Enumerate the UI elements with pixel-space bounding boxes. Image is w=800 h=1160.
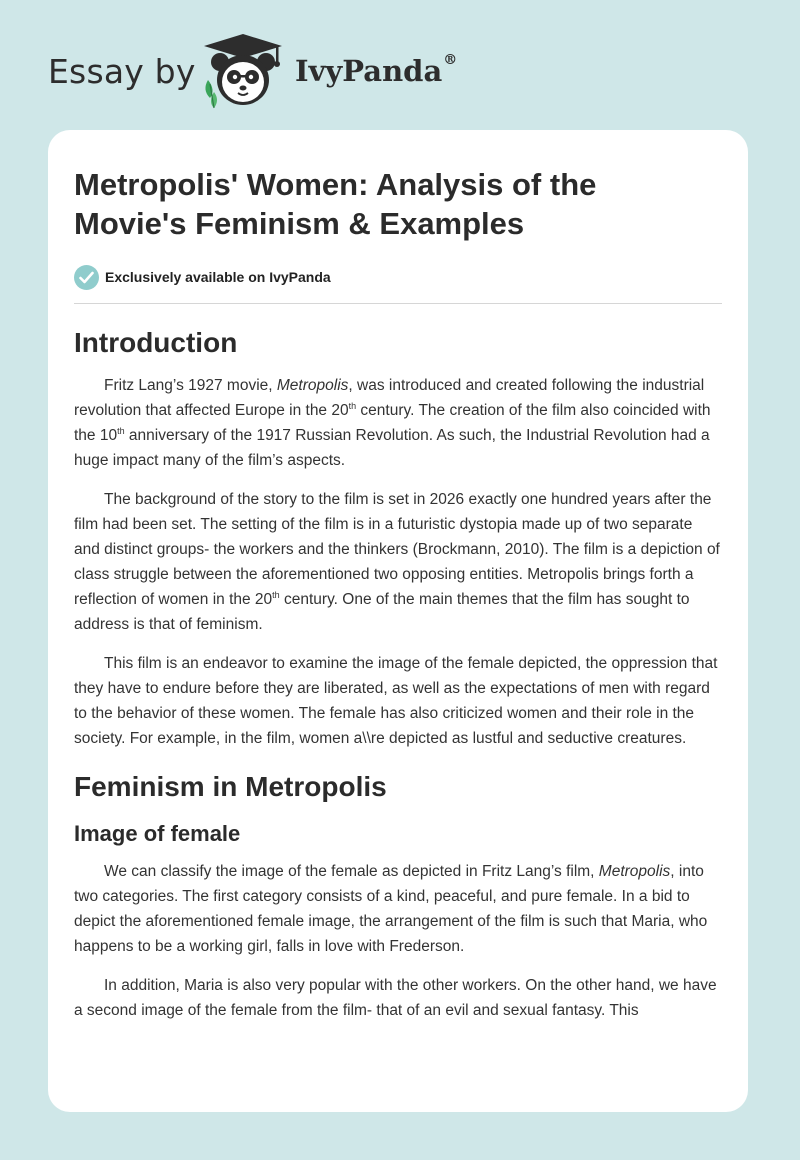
- paragraph: This film is an endeavor to examine the image of the female depicted, the oppression that they have to endure before they are liberated, as well as the expectations of men with regard to the behavior of these women. The female has also criticized women and their role in the society. For example, in the film, women a\\re depicted as lustful and seductive creatures.: [74, 655, 718, 747]
- section-heading-introduction: Introduction: [74, 327, 238, 358]
- panda-logo-icon[interactable]: [200, 32, 286, 110]
- paragraph: The background of the story to the film is set in 2026 exactly one hundred years after the film had been set. The setting of the film is in a futuristic dystopia made up of two separate and distinct groups- the workers and the thinkers (Brockmann, 2010). The film is a depiction of class struggle between the aforementioned two opposing entities. Metropolis brings forth a reflection of women in the 20th century. One of the main themes that the film has sought to address is that of feminism.: [74, 491, 720, 633]
- paragraph: In addition, Maria is also very popular with the other workers. On the other hand, we have a second image of the female from the film- that of an evil and sexual fantasy. This: [74, 977, 717, 1019]
- exclusive-badge-text: Exclusively available on IvyPanda: [105, 269, 331, 285]
- title-divider: [74, 303, 722, 304]
- brand-name[interactable]: IvyPanda®: [295, 52, 458, 88]
- site-header: [0, 0, 800, 130]
- section-heading-feminism: Feminism in Metropolis: [74, 771, 387, 802]
- article-title: Metropolis' Women: Analysis of the Movie's Feminism & Examples: [74, 167, 597, 241]
- essay-by-label: Essay by: [48, 52, 196, 91]
- article-card: [48, 130, 748, 1112]
- check-circle-icon: [74, 265, 99, 290]
- subsection-heading-image-of-female: Image of female: [74, 821, 241, 846]
- registered-mark: ®: [443, 52, 458, 68]
- paragraph: Fritz Lang’s 1927 movie, Metropolis, was introduced and created following the industrial revolution that affected Europe in the 20th century. The creation of the film also coincided with the 10th anniversary of the 1917 Russian Revolution. As such, the Industrial Revolution had a huge impact many of the film’s aspects.: [74, 377, 711, 469]
- paragraph: We can classify the image of the female as depicted in Fritz Lang’s film, Metropolis, into two categories. The first category consists of a kind, peaceful, and pure female. In a bid to depict the aforementioned female image, the arrangement of the film is such that Maria, who happens to be a working girl, falls in love with Frederson.: [74, 863, 708, 955]
- exclusive-badge: [74, 264, 331, 290]
- article-body: [74, 325, 722, 1037]
